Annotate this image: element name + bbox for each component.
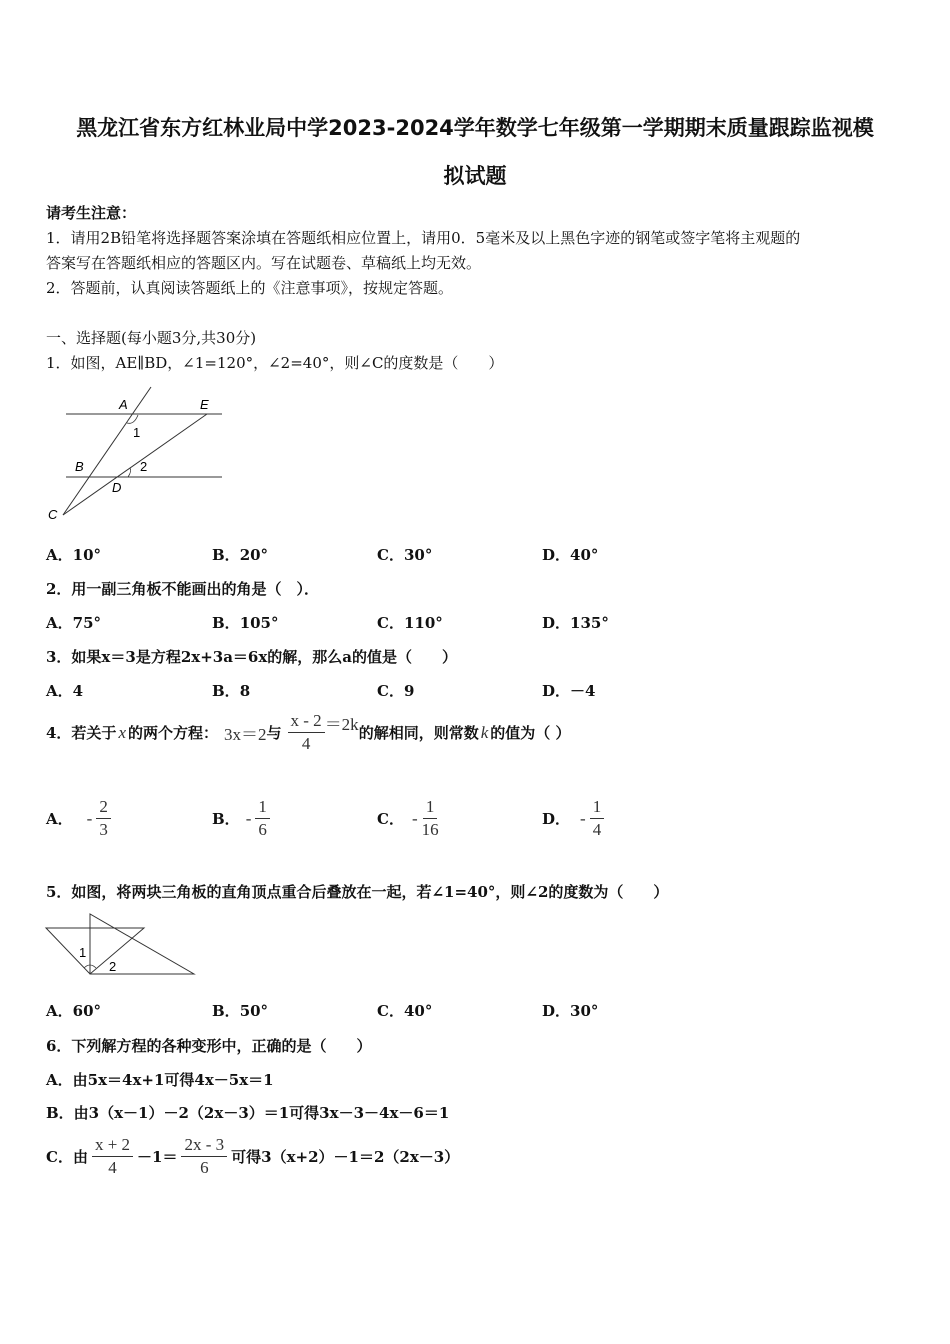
question-5-option-c[interactable]	[377, 1000, 432, 1021]
notice-item-2: 2．答题前，认真阅读答题纸上的《注意事项》，按规定答题。	[46, 279, 454, 297]
question-3-option-d[interactable]	[542, 680, 595, 701]
variable-k: k	[480, 722, 489, 742]
option-label: C．	[377, 1002, 404, 1020]
title-line-2: 拟试题	[443, 164, 507, 188]
option-label: B．	[212, 546, 240, 564]
question-4-option-d[interactable]	[542, 798, 604, 839]
option-label: A．	[46, 614, 73, 632]
question-6-option-a[interactable]: A．由5x＝4x+1可得4x－5x＝1	[46, 1071, 274, 1089]
option-label: D．	[542, 810, 571, 828]
option-label: D．	[542, 614, 571, 632]
label-c: C	[48, 507, 58, 522]
question-3-stem: 3．如果x＝3是方程2x+3a＝6x的解，那么a的值是（ ）	[46, 648, 458, 666]
question-4-option-c[interactable]	[377, 798, 439, 839]
label-b: B	[75, 459, 84, 474]
option-label: C．	[377, 546, 404, 564]
question-3-option-c[interactable]	[377, 680, 414, 701]
fraction-denominator: 6	[200, 1158, 209, 1177]
option-label: B．	[212, 1002, 240, 1020]
stem-text: 的值为（ ）	[490, 724, 571, 742]
option-text: 可得3（x+2）－1＝2（2x－3）	[231, 1148, 460, 1166]
fraction-numerator: 2x - 3	[181, 1136, 227, 1157]
stem-text: 4．若关于	[46, 724, 117, 742]
option-label: B．	[212, 682, 240, 700]
notice-item-1-line-2: 答案写在答题纸相应的答题区内。写在试题卷、草稿纸上均无效。	[46, 254, 482, 272]
question-2-option-c[interactable]	[377, 612, 443, 633]
option-label: A．	[46, 682, 73, 700]
equation-2-fraction	[288, 712, 325, 753]
option-text: 20°	[239, 546, 269, 564]
option-fraction	[590, 798, 605, 839]
question-1-option-c[interactable]	[377, 544, 432, 565]
option-sign: -	[86, 808, 93, 828]
equation-1: 3x＝2	[224, 725, 267, 744]
label-d: D	[112, 480, 122, 495]
question-5-option-d[interactable]	[542, 1000, 598, 1021]
label-angle-2: 2	[140, 459, 148, 474]
question-4-option-b[interactable]	[212, 798, 270, 839]
question-4-stem	[46, 712, 570, 753]
fraction-numerator: x - 2	[288, 712, 325, 733]
option-label: C．	[377, 682, 404, 700]
option-text: 135°	[570, 614, 609, 632]
option-c-fraction-2	[181, 1136, 227, 1177]
stem-text: 的解相同，则常数	[358, 724, 479, 742]
section-heading: 一、选择题(每小题3分,共30分)	[46, 329, 257, 347]
option-label: B．	[212, 614, 240, 632]
option-text: 60°	[72, 1002, 102, 1020]
option-text: 110°	[403, 614, 443, 632]
option-fraction	[422, 798, 439, 839]
option-sign: -	[245, 808, 252, 828]
question-5-figure	[44, 910, 199, 980]
option-text: 105°	[239, 614, 279, 632]
fraction-denominator: 4	[592, 820, 602, 839]
label-angle-1: 1	[79, 945, 87, 960]
option-sign: -	[580, 808, 586, 828]
label-angle-1: 1	[133, 425, 141, 440]
option-text: 9	[403, 682, 415, 700]
option-label: A．	[46, 546, 73, 564]
fraction-numerator: 1	[590, 798, 605, 819]
option-text: C．由	[46, 1148, 88, 1166]
option-label: D．	[542, 1002, 571, 1020]
option-label: B．	[212, 810, 240, 828]
notice-heading: 请考生注意：	[46, 204, 137, 222]
label-e: E	[200, 397, 209, 412]
fraction-numerator: 1	[423, 798, 438, 819]
fraction-denominator: 3	[99, 820, 108, 839]
option-label: A．	[46, 810, 73, 828]
option-text: －1＝	[137, 1148, 178, 1166]
fraction-denominator: 4	[301, 734, 311, 753]
variable-x: x	[118, 722, 126, 742]
fraction-denominator: 4	[108, 1158, 117, 1177]
question-1-option-a[interactable]	[46, 544, 101, 565]
question-6-stem: 6．下列解方程的各种变形中，正确的是（ ）	[46, 1037, 372, 1055]
option-text: 30°	[403, 546, 433, 564]
question-5-stem: 5．如图，将两块三角板的直角顶点重合后叠放在一起，若∠1=40°，则∠2的度数为（ ）	[46, 883, 669, 901]
title-line-1: 黑龙江省东方红林业局中学2023-2024学年数学七年级第一学期期末质量跟踪监视模	[76, 116, 874, 140]
option-text: 8	[239, 682, 251, 700]
option-sign: -	[411, 808, 418, 828]
question-2-option-d[interactable]	[542, 612, 609, 633]
question-6-option-b[interactable]: B．由3（x－1）－2（2x－3）＝1可得3x－3－4x－6＝1	[46, 1104, 450, 1122]
option-fraction	[255, 798, 270, 839]
option-label: D．	[542, 546, 571, 564]
notice-item-1-line-1: 1．请用2B铅笔将选择题答案涂填在答题纸相应位置上，请用0．5毫米及以上黑色字迹的钢笔或签字笔将主观题的	[46, 229, 801, 247]
question-2-stem: 2．用一副三角板不能画出的角是（ ）．	[46, 580, 319, 598]
question-6-option-c[interactable]	[46, 1136, 459, 1177]
triangle-lower	[90, 914, 194, 974]
question-5-option-b[interactable]	[212, 1000, 268, 1021]
option-text: 75°	[72, 614, 102, 632]
stem-text: 与	[266, 724, 282, 742]
option-fraction	[96, 798, 111, 839]
question-2-option-a[interactable]	[46, 612, 101, 633]
fraction-numerator: 2	[96, 798, 111, 819]
option-label: C．	[377, 810, 404, 828]
question-1-option-b[interactable]	[212, 544, 268, 565]
question-3-option-b[interactable]	[212, 680, 250, 701]
label-angle-2: 2	[109, 959, 117, 974]
option-c-fraction-1	[92, 1136, 133, 1177]
option-label: A．	[46, 1002, 73, 1020]
option-text: 40°	[570, 546, 599, 564]
option-text: 40°	[403, 1002, 433, 1020]
question-3-option-a[interactable]	[46, 680, 83, 701]
equation-2-rhs: ＝2k	[324, 715, 359, 734]
fraction-numerator: 1	[255, 798, 270, 819]
option-text: 50°	[239, 1002, 269, 1020]
stem-text: 的两个方程：	[127, 724, 218, 742]
question-1-figure	[44, 385, 229, 525]
fraction-denominator: 6	[258, 820, 267, 839]
question-5-option-a[interactable]	[46, 1000, 101, 1021]
question-1-option-d[interactable]	[542, 544, 598, 565]
question-2-option-b[interactable]	[212, 612, 279, 633]
option-label: C．	[377, 614, 404, 632]
fraction-numerator: x + 2	[92, 1136, 133, 1157]
option-text: －4	[570, 682, 596, 700]
question-4-option-a[interactable]	[46, 798, 111, 839]
option-label: D．	[542, 682, 571, 700]
fraction-denominator: 16	[421, 820, 439, 839]
line-ca	[63, 387, 151, 515]
question-1-stem: 1．如图，AE∥BD，∠1=120°，∠2=40°，则∠C的度数是（ ）	[46, 354, 504, 372]
label-a: A	[119, 397, 128, 412]
option-text: 4	[72, 682, 84, 700]
option-text: 30°	[570, 1002, 599, 1020]
option-text: 10°	[72, 546, 102, 564]
